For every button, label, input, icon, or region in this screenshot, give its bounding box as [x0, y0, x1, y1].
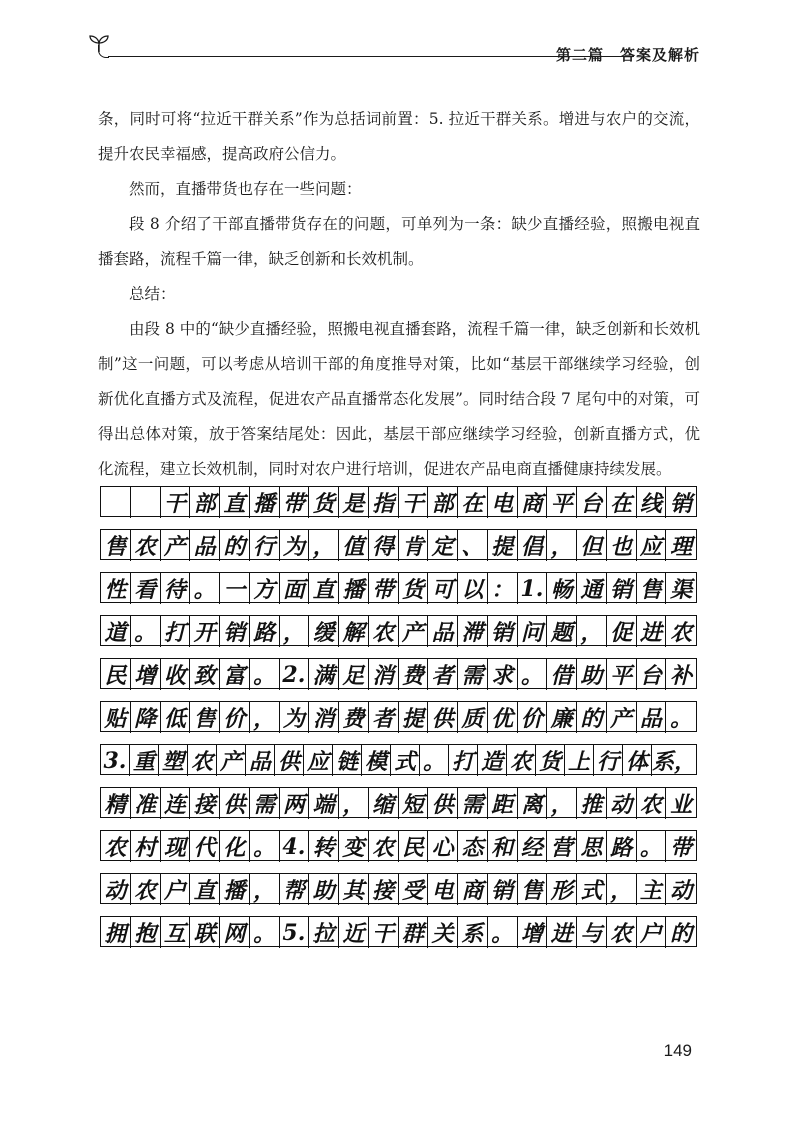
grid-cell: 降 — [131, 702, 161, 733]
section-title: 第二篇 答案及解析 — [555, 46, 700, 64]
grid-cell: 。 — [488, 917, 518, 948]
grid-cell: 距 — [488, 788, 518, 819]
grid-cell: 。 — [637, 831, 667, 862]
grid-cell: 播 — [339, 573, 369, 604]
grid-cell: 待 — [161, 573, 191, 604]
grid-cell: 售 — [637, 573, 667, 604]
grid-cell: 直 — [190, 874, 220, 905]
grid-cell: ， — [577, 616, 607, 647]
grid-cell: 农 — [670, 620, 693, 646]
grid-cell: 打 — [161, 616, 191, 647]
grid-cell: 准 — [131, 788, 161, 819]
grid-cell: 2. — [280, 659, 310, 690]
grid-row — [100, 873, 697, 904]
grid-cell: 商 — [458, 874, 488, 905]
grid-cell: 农 — [101, 831, 131, 862]
grid-cell: 路 — [607, 831, 637, 862]
paragraph: 条，同时可将“拉近干群关系”作为总括词前置：5. 拉近干群关系。增进与农户的交流，提升农民幸福感，提高政府公信力。 — [98, 110, 700, 163]
grid-cell: 贴 — [101, 702, 131, 733]
grid-cell: ， — [547, 788, 577, 819]
grid-cell: 电 — [488, 487, 518, 518]
grid-cell: 电 — [428, 874, 458, 905]
grid-cell: 应 — [637, 530, 667, 561]
grid-cell: 户 — [161, 874, 191, 905]
grid-cell: 销 — [488, 874, 518, 905]
grid-cell: 系 — [458, 917, 488, 948]
paragraph: 段 8 介绍了干部直播带货存在的问题，可单列为一条：缺少直播经验，照搬电视直播套路，流程千篇一律，缺乏创新和长效机制。 — [98, 215, 700, 268]
grid-cell: 5. — [280, 917, 310, 948]
grid-cell: 。 — [670, 706, 693, 732]
grid-cell: 动 — [670, 878, 693, 904]
grid-cell: 消 — [369, 659, 399, 690]
grid-cell: 村 — [131, 831, 161, 862]
grid-cell: 消 — [309, 702, 339, 733]
grid-cell: 思 — [577, 831, 607, 862]
grid-cell: 接 — [369, 874, 399, 905]
grid-cell: 得 — [369, 530, 399, 561]
grid-cell: 品 — [190, 530, 220, 561]
grid-cell: 满 — [309, 659, 339, 690]
grid-cell: 货 — [309, 487, 339, 518]
grid-cell: 的 — [577, 702, 607, 733]
grid-cell: 问 — [518, 616, 548, 647]
grid-cell: 抱 — [131, 917, 161, 948]
grid-cell: 货 — [399, 573, 429, 604]
grid-cell: 形 — [547, 874, 577, 905]
grid-cell: 以 — [458, 573, 488, 604]
grid-cell: 销 — [488, 616, 518, 647]
grid-cell: 解 — [339, 616, 369, 647]
page-number: 149 — [663, 1041, 692, 1060]
grid-cell: 直 — [220, 487, 250, 518]
grid-cell: 进 — [547, 917, 577, 948]
grid-cell: 产 — [607, 702, 637, 733]
grid-cell: 平 — [607, 659, 637, 690]
grid-cell: 产 — [399, 616, 429, 647]
grid-cell: 帮 — [280, 874, 310, 905]
grid-cell: 体 — [623, 745, 652, 776]
grid-cell: 肯 — [399, 530, 429, 561]
grid-cell: 促 — [607, 616, 637, 647]
grid-cell: ， — [250, 874, 280, 905]
grid-cell: 农 — [369, 831, 399, 862]
grid-cell: 在 — [607, 487, 637, 518]
grid-cell: 开 — [190, 616, 220, 647]
grid-cell: 为 — [280, 530, 310, 561]
grid-cell: 受 — [399, 874, 429, 905]
running-header — [88, 28, 700, 68]
grid-cell: 心 — [428, 831, 458, 862]
grid-cell: 端 — [309, 788, 339, 819]
grid-cell: 打 — [449, 745, 478, 776]
grid-cell: 供 — [428, 788, 458, 819]
grid-cell: 但 — [577, 530, 607, 561]
grid-cell: 台 — [637, 659, 667, 690]
grid-cell: 农 — [188, 745, 217, 776]
grid-cell: 增 — [518, 917, 548, 948]
grid-cell: 廉 — [547, 702, 577, 733]
grid-cell: 理 — [670, 534, 693, 560]
grid-cell: 。 — [190, 573, 220, 604]
grid-cell: 缩 — [369, 788, 399, 819]
grid-cell: 1. — [518, 573, 548, 604]
grid-cell: 代 — [190, 831, 220, 862]
grid-cell: 动 — [101, 874, 131, 905]
grid-cell: 、 — [458, 530, 488, 561]
grid-cell: 带 — [369, 573, 399, 604]
grid-cell: 助 — [309, 874, 339, 905]
grid-cell: 4. — [280, 831, 310, 862]
grid-row — [100, 572, 697, 603]
grid-cell: 看 — [131, 573, 161, 604]
grid-cell: 费 — [399, 659, 429, 690]
grid-cell: 播 — [250, 487, 280, 518]
grid-cell — [101, 487, 131, 518]
grid-cell: 直 — [309, 573, 339, 604]
paragraph: 由段 8 中的“缺少直播经验，照搬电视直播套路，流程千篇一律，缺乏创新和长效机制”这一问题，可以考虑从培训干部的角度推导对策，比如“基层干部继续学习经验，创新优化直播方式及流程，促进农产品直播常态化发展”。同时结合段 7 尾句中的对策，可得出总体对策，放于答案结尾处：因此，基层干部应继续学习经验，创新直播方式，优化流程，建立长效机制，同时对农户进行培训，促进农产品电商直播健康持续发展。 — [98, 320, 700, 478]
grid-cell: 优 — [488, 702, 518, 733]
grid-cell: 产 — [161, 530, 191, 561]
grid-row — [100, 615, 697, 646]
grid-cell: 售 — [101, 530, 131, 561]
grid-cell: 价 — [518, 702, 548, 733]
grid-cell: 互 — [161, 917, 191, 948]
grid-cell: 部 — [190, 487, 220, 518]
grid-cell: 富 — [220, 659, 250, 690]
grid-cell: 增 — [131, 659, 161, 690]
grid-cell: 群 — [399, 917, 429, 948]
grid-cell: 营 — [547, 831, 577, 862]
grid-cell: 关 — [428, 917, 458, 948]
grid-cell: 干 — [369, 917, 399, 948]
grid-cell: 和 — [488, 831, 518, 862]
grid-cell: 指 — [369, 487, 399, 518]
grid-cell: 商 — [518, 487, 548, 518]
grid-cell: 户 — [637, 917, 667, 948]
grid-cell: 拉 — [309, 917, 339, 948]
grid-cell: 连 — [161, 788, 191, 819]
grid-cell: 销 — [607, 573, 637, 604]
grid-cell: 缓 — [309, 616, 339, 647]
grid-cell: 重 — [130, 745, 159, 776]
grid-cell: 联 — [190, 917, 220, 948]
grid-cell: 线 — [637, 487, 667, 518]
grid-cell: 行 — [594, 745, 623, 776]
grid-cell: ， — [280, 616, 310, 647]
grid-cell: 可 — [428, 573, 458, 604]
grid-cell: 足 — [339, 659, 369, 690]
grid-cell: 倡 — [518, 530, 548, 561]
grid-row — [100, 701, 697, 732]
grid-row — [100, 658, 697, 689]
grid-row — [100, 916, 697, 947]
grid-cell: 是 — [339, 487, 369, 518]
grid-cell: 方 — [250, 573, 280, 604]
grid-cell: 带 — [280, 487, 310, 518]
grid-cell: 台 — [577, 487, 607, 518]
grid-cell: 质 — [458, 702, 488, 733]
grid-cell: 。 — [518, 659, 548, 690]
grid-row — [100, 486, 697, 517]
grid-cell: 式 — [391, 745, 420, 776]
grid-cell: 平 — [547, 487, 577, 518]
grid-cell: 动 — [607, 788, 637, 819]
grid-cell: 短 — [399, 788, 429, 819]
grid-cell: 民 — [101, 659, 131, 690]
grid-cell: 农 — [131, 874, 161, 905]
grid-cell: 的 — [220, 530, 250, 561]
grid-cell: 系， — [651, 749, 696, 775]
grid-cell: 售 — [518, 874, 548, 905]
grid-cell: 行 — [250, 530, 280, 561]
grid-cell: 也 — [607, 530, 637, 561]
grid-cell: 拥 — [101, 917, 131, 948]
grid-cell: 。 — [131, 616, 161, 647]
grid-cell: 两 — [280, 788, 310, 819]
grid-cell: 播 — [220, 874, 250, 905]
grid-cell: 供 — [428, 702, 458, 733]
grid-cell: 3. — [101, 745, 130, 776]
grid-cell: 农 — [131, 530, 161, 561]
grid-cell: 精 — [101, 788, 131, 819]
grid-cell: 农 — [637, 788, 667, 819]
grid-cell: 产 — [217, 745, 246, 776]
grid-cell: 网 — [220, 917, 250, 948]
grid-cell: ， — [547, 530, 577, 561]
grid-cell: 滞 — [458, 616, 488, 647]
grid-cell: 近 — [339, 917, 369, 948]
grid-cell: 路 — [250, 616, 280, 647]
grid-cell: 者 — [369, 702, 399, 733]
grid-cell: 致 — [190, 659, 220, 690]
grid-cell: 需 — [458, 659, 488, 690]
grid-cell: 收 — [161, 659, 191, 690]
grid-cell: 农 — [369, 616, 399, 647]
grid-cell: ， — [250, 702, 280, 733]
grid-cell: 化 — [220, 831, 250, 862]
grid-cell: 民 — [399, 831, 429, 862]
grid-cell: 。 — [250, 917, 280, 948]
grid-cell: 者 — [428, 659, 458, 690]
grid-cell: 借 — [547, 659, 577, 690]
grid-cell: 造 — [478, 745, 507, 776]
grid-cell: 题 — [547, 616, 577, 647]
grid-cell: 业 — [670, 792, 693, 818]
grid-cell: 供 — [275, 745, 304, 776]
grid-cell: 。 — [250, 659, 280, 690]
explanation-text — [98, 102, 700, 487]
grid-cell: 链 — [333, 745, 362, 776]
grid-cell: 品 — [428, 616, 458, 647]
grid-cell: ： — [488, 573, 518, 604]
grid-cell: 的 — [670, 921, 693, 947]
grid-cell: 一 — [220, 573, 250, 604]
grid-cell: 货 — [536, 745, 565, 776]
grid-cell: 部 — [428, 487, 458, 518]
grid-cell: 离 — [518, 788, 548, 819]
grid-cell: 销 — [220, 616, 250, 647]
grid-cell: ， — [607, 874, 637, 905]
grid-cell: 其 — [339, 874, 369, 905]
grid-cell: 。 — [420, 745, 449, 776]
grid-cell: 经 — [518, 831, 548, 862]
grid-cell: 接 — [190, 788, 220, 819]
grid-cell: 渠 — [670, 577, 693, 603]
grid-cell: 品 — [246, 745, 275, 776]
grid-cell: 补 — [670, 663, 693, 689]
grid-cell: 农 — [507, 745, 536, 776]
grid-cell: ， — [309, 530, 339, 561]
grid-cell: 品 — [637, 702, 667, 733]
grid-cell: 提 — [488, 530, 518, 561]
grid-cell: 费 — [339, 702, 369, 733]
grid-cell: 式 — [577, 874, 607, 905]
grid-cell: 干 — [399, 487, 429, 518]
grid-cell: 在 — [458, 487, 488, 518]
grid-cell: 低 — [161, 702, 191, 733]
grid-cell: 道 — [101, 616, 131, 647]
grid-row — [100, 529, 697, 560]
grid-cell: 农 — [607, 917, 637, 948]
grid-cell: 面 — [280, 573, 310, 604]
grid-cell: 与 — [577, 917, 607, 948]
grid-cell: 定 — [428, 530, 458, 561]
grid-cell: 供 — [220, 788, 250, 819]
paragraph: 然而，直播带货也存在一些问题： — [129, 180, 362, 198]
grid-cell: 转 — [309, 831, 339, 862]
grid-cell: 推 — [577, 788, 607, 819]
grid-cell: 主 — [637, 874, 667, 905]
grid-cell: 需 — [458, 788, 488, 819]
grid-cell: 性 — [101, 573, 131, 604]
grid-row — [100, 787, 697, 818]
grid-cell: 值 — [339, 530, 369, 561]
grid-cell: 提 — [399, 702, 429, 733]
grid-cell: 模 — [362, 745, 391, 776]
grid-cell — [131, 487, 161, 518]
grid-cell: ， — [339, 788, 369, 819]
grid-cell: 助 — [577, 659, 607, 690]
grid-cell: 现 — [161, 831, 191, 862]
answer-grid — [100, 486, 697, 959]
grid-cell: 通 — [577, 573, 607, 604]
grid-cell: 为 — [280, 702, 310, 733]
grid-cell: 变 — [339, 831, 369, 862]
grid-cell: 干 — [161, 487, 191, 518]
grid-cell: 上 — [565, 745, 594, 776]
grid-cell: 带 — [670, 835, 693, 861]
grid-cell: 售 — [190, 702, 220, 733]
grid-cell: 塑 — [159, 745, 188, 776]
grid-cell: 应 — [304, 745, 333, 776]
grid-row — [100, 830, 697, 861]
grid-cell: 态 — [458, 831, 488, 862]
grid-cell: 价 — [220, 702, 250, 733]
grid-row — [100, 744, 697, 775]
grid-cell: 求 — [488, 659, 518, 690]
paragraph: 总结： — [129, 285, 176, 303]
grid-cell: 需 — [250, 788, 280, 819]
grid-cell: 畅 — [547, 573, 577, 604]
grid-cell: 销 — [670, 491, 693, 517]
grid-cell: 。 — [250, 831, 280, 862]
grid-cell: 进 — [637, 616, 667, 647]
